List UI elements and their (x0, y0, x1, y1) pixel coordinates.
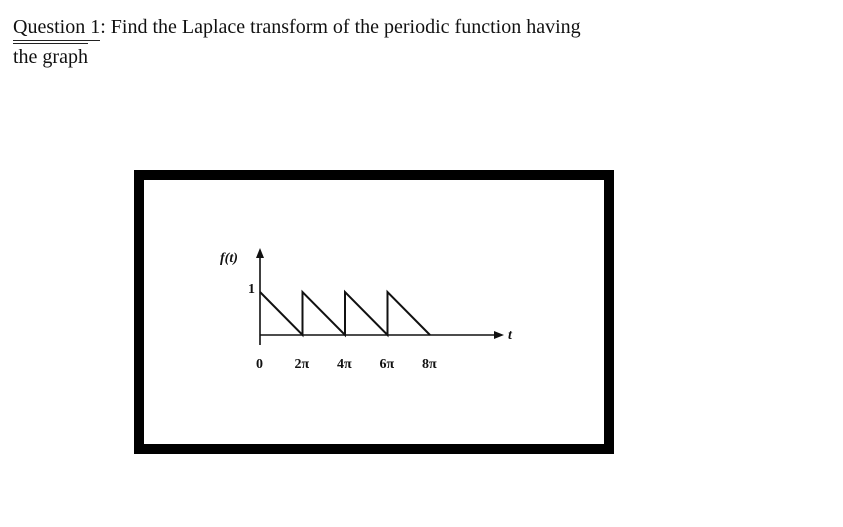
x-tick-label: 4π (337, 357, 352, 372)
figure-frame (134, 170, 614, 454)
question-colon: : (100, 16, 106, 38)
question-line1: Find the Laplace transform of the periodic function having (105, 16, 581, 38)
y-axis-label: f(t) (220, 251, 238, 266)
x-tick-label: 2π (294, 357, 310, 372)
question-line2: the graph (13, 43, 88, 70)
x-tick-label: 0 (256, 357, 263, 372)
question-text (13, 14, 773, 70)
x-tick-label: 8π (422, 357, 437, 372)
x-tick-labels (256, 357, 437, 372)
question-label: Question 1 (13, 14, 100, 41)
sawtooth-graph (144, 180, 604, 444)
y-axis-arrow (256, 248, 264, 258)
y-tick-label: 1 (248, 282, 255, 297)
x-tick-label: 6π (379, 357, 395, 372)
x-axis-label: t (508, 328, 512, 343)
sawtooth-series (260, 292, 430, 335)
x-axis-arrow (494, 331, 504, 339)
sawtooth-line (260, 292, 430, 335)
